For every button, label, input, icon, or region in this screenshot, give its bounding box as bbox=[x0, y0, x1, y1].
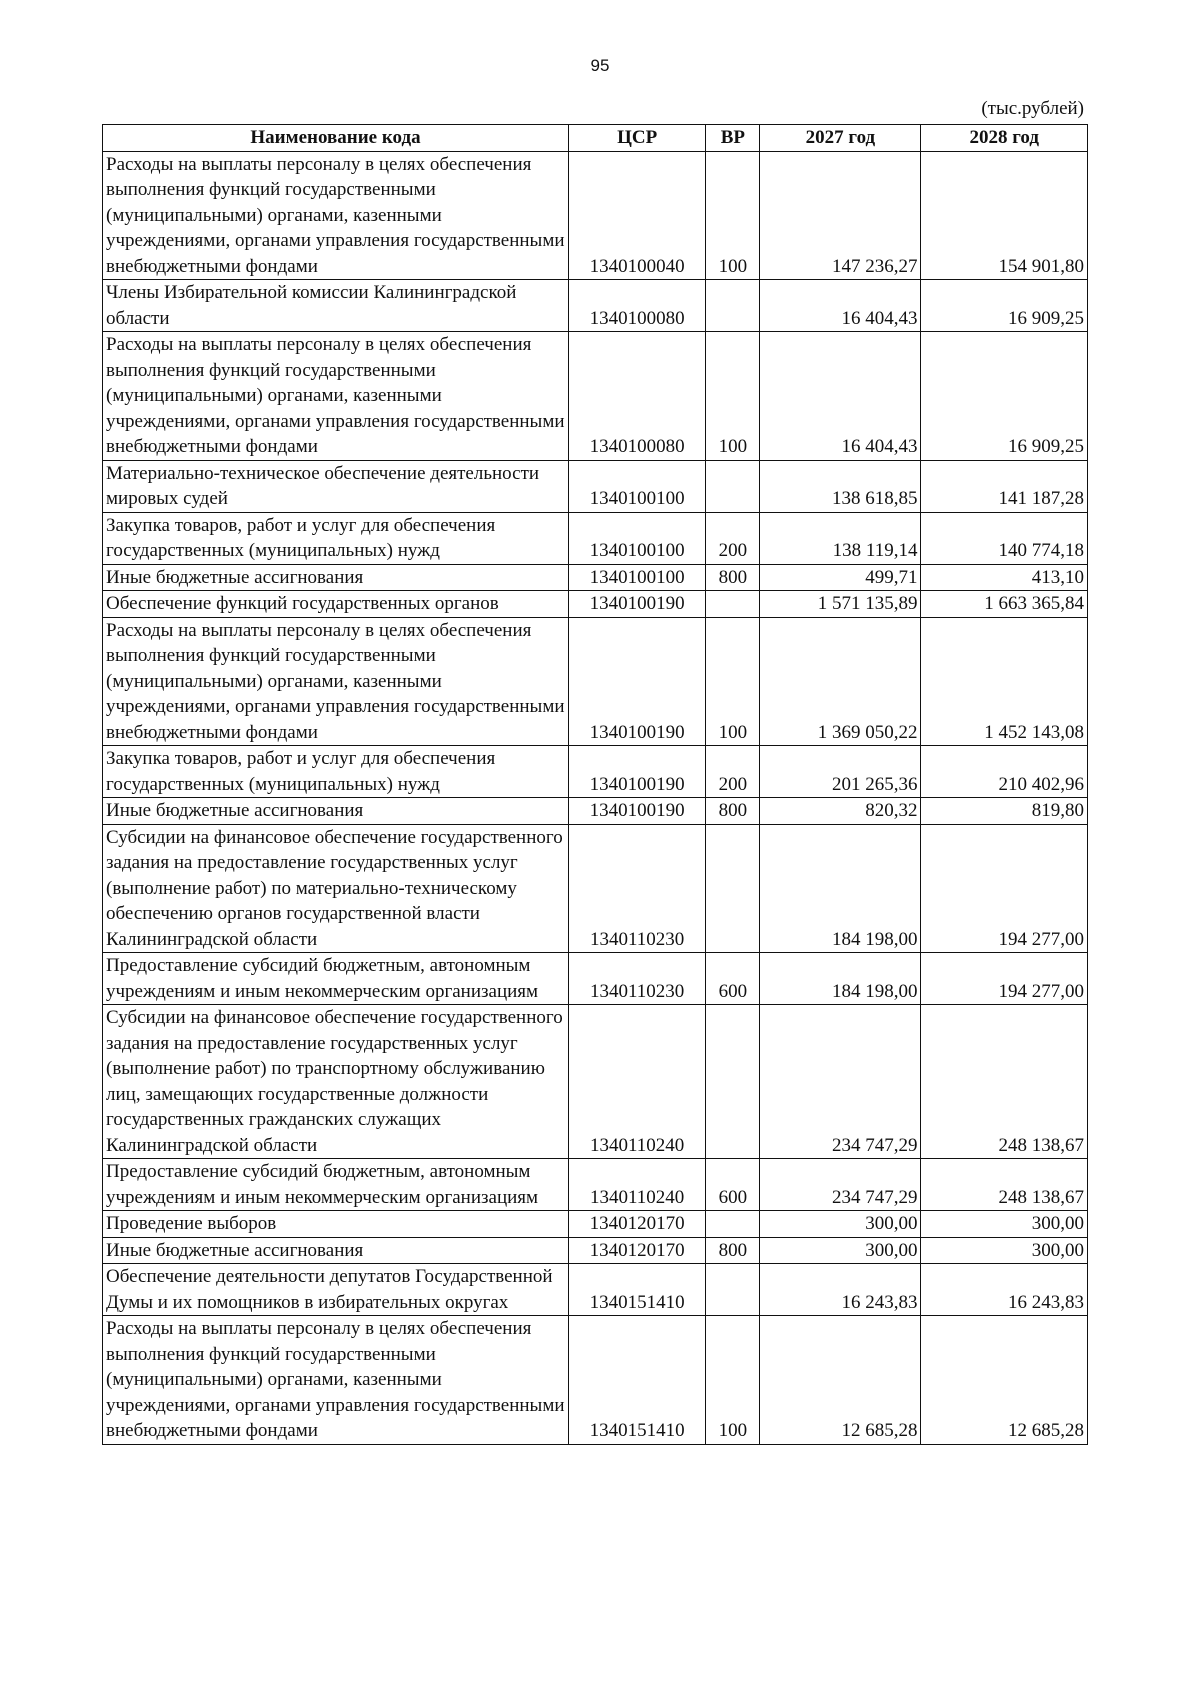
row-csr: 1340100080 bbox=[569, 280, 706, 332]
table-row bbox=[103, 1316, 1088, 1445]
row-csr: 1340120170 bbox=[569, 1237, 706, 1264]
row-vr: 200 bbox=[706, 512, 760, 564]
row-2027: 234 747,29 bbox=[760, 1005, 921, 1159]
header-name: Наименование кода bbox=[103, 125, 569, 152]
header-csr: ЦСР bbox=[569, 125, 706, 152]
row-name: Закупка товаров, работ и услуг для обеспечения государственных (муниципальных) нужд bbox=[103, 746, 569, 798]
budget-table bbox=[102, 124, 1088, 1445]
row-vr bbox=[706, 280, 760, 332]
header-2027: 2027 год bbox=[760, 125, 921, 152]
row-csr: 1340100100 bbox=[569, 512, 706, 564]
row-csr: 1340100190 bbox=[569, 798, 706, 825]
row-vr: 800 bbox=[706, 564, 760, 591]
row-vr: 200 bbox=[706, 746, 760, 798]
row-2027: 201 265,36 bbox=[760, 746, 921, 798]
row-vr: 600 bbox=[706, 953, 760, 1005]
row-name: Обеспечение деятельности депутатов Государственной Думы и их помощников в избирательных округах bbox=[103, 1264, 569, 1316]
row-2027: 234 747,29 bbox=[760, 1159, 921, 1211]
row-name: Закупка товаров, работ и услуг для обеспечения государственных (муниципальных) нужд bbox=[103, 512, 569, 564]
row-vr bbox=[706, 1005, 760, 1159]
row-csr: 1340100040 bbox=[569, 151, 706, 280]
row-csr: 1340110240 bbox=[569, 1005, 706, 1159]
row-2027: 16 404,43 bbox=[760, 332, 921, 461]
row-2028: 210 402,96 bbox=[921, 746, 1088, 798]
row-name: Расходы на выплаты персоналу в целях обеспечения выполнения функций государственными (муниципальными) органами, казенными учреждениями, органами управления государственными внебюджетными фондами bbox=[103, 1316, 569, 1445]
table-row bbox=[103, 1159, 1088, 1211]
row-vr bbox=[706, 824, 760, 953]
row-name: Иные бюджетные ассигнования bbox=[103, 798, 569, 825]
row-name: Иные бюджетные ассигнования bbox=[103, 564, 569, 591]
row-2028: 16 909,25 bbox=[921, 332, 1088, 461]
row-2027: 300,00 bbox=[760, 1211, 921, 1238]
row-vr: 100 bbox=[706, 617, 760, 746]
row-vr: 100 bbox=[706, 151, 760, 280]
row-2027: 138 618,85 bbox=[760, 460, 921, 512]
row-vr bbox=[706, 591, 760, 618]
header-vr: ВР bbox=[706, 125, 760, 152]
row-2028: 16 909,25 bbox=[921, 280, 1088, 332]
row-2027: 184 198,00 bbox=[760, 824, 921, 953]
row-csr: 1340100190 bbox=[569, 617, 706, 746]
table-row bbox=[103, 512, 1088, 564]
row-2028: 194 277,00 bbox=[921, 953, 1088, 1005]
row-2027: 1 369 050,22 bbox=[760, 617, 921, 746]
table-row bbox=[103, 1005, 1088, 1159]
header-2028: 2028 год bbox=[921, 125, 1088, 152]
row-2028: 154 901,80 bbox=[921, 151, 1088, 280]
row-2028: 16 243,83 bbox=[921, 1264, 1088, 1316]
row-csr: 1340151410 bbox=[569, 1316, 706, 1445]
row-vr: 100 bbox=[706, 332, 760, 461]
table-body bbox=[103, 151, 1088, 1444]
row-2028: 1 663 365,84 bbox=[921, 591, 1088, 618]
row-2027: 1 571 135,89 bbox=[760, 591, 921, 618]
row-name: Субсидии на финансовое обеспечение государственного задания на предоставление государственных услуг (выполнение работ) по транспортному обслуживанию лиц, замещающих государственные должности государственных гражданских служащих Калининградской области bbox=[103, 1005, 569, 1159]
row-csr: 1340110230 bbox=[569, 953, 706, 1005]
row-vr bbox=[706, 1264, 760, 1316]
row-vr: 800 bbox=[706, 798, 760, 825]
table-row bbox=[103, 617, 1088, 746]
row-csr: 1340100190 bbox=[569, 591, 706, 618]
row-2027: 16 404,43 bbox=[760, 280, 921, 332]
row-2027: 499,71 bbox=[760, 564, 921, 591]
row-2028: 248 138,67 bbox=[921, 1159, 1088, 1211]
row-csr: 1340110240 bbox=[569, 1159, 706, 1211]
row-csr: 1340100080 bbox=[569, 332, 706, 461]
row-2028: 300,00 bbox=[921, 1211, 1088, 1238]
row-vr: 100 bbox=[706, 1316, 760, 1445]
row-vr bbox=[706, 460, 760, 512]
row-2028: 194 277,00 bbox=[921, 824, 1088, 953]
units-label: (тыс.рублей) bbox=[981, 98, 1084, 119]
row-2028: 141 187,28 bbox=[921, 460, 1088, 512]
table-row bbox=[103, 798, 1088, 825]
row-name: Субсидии на финансовое обеспечение государственного задания на предоставление государственных услуг (выполнение работ) по материально-техническому обеспечению органов государственной власти Калининградской области bbox=[103, 824, 569, 953]
row-2027: 16 243,83 bbox=[760, 1264, 921, 1316]
row-2027: 820,32 bbox=[760, 798, 921, 825]
row-2028: 413,10 bbox=[921, 564, 1088, 591]
row-csr: 1340120170 bbox=[569, 1211, 706, 1238]
row-2028: 300,00 bbox=[921, 1237, 1088, 1264]
row-name: Расходы на выплаты персоналу в целях обеспечения выполнения функций государственными (муниципальными) органами, казенными учреждениями, органами управления государственными внебюджетными фондами bbox=[103, 617, 569, 746]
table-row bbox=[103, 280, 1088, 332]
row-name: Члены Избирательной комиссии Калининградской области bbox=[103, 280, 569, 332]
row-2027: 184 198,00 bbox=[760, 953, 921, 1005]
table-row bbox=[103, 746, 1088, 798]
row-vr: 600 bbox=[706, 1159, 760, 1211]
row-2027: 138 119,14 bbox=[760, 512, 921, 564]
row-2027: 300,00 bbox=[760, 1237, 921, 1264]
table-row bbox=[103, 460, 1088, 512]
table-header-row bbox=[103, 125, 1088, 152]
row-csr: 1340100100 bbox=[569, 564, 706, 591]
table-row bbox=[103, 591, 1088, 618]
table-row bbox=[103, 1264, 1088, 1316]
row-name: Проведение выборов bbox=[103, 1211, 569, 1238]
table-row bbox=[103, 1211, 1088, 1238]
row-vr: 800 bbox=[706, 1237, 760, 1264]
row-csr: 1340100190 bbox=[569, 746, 706, 798]
row-name: Предоставление субсидий бюджетным, автономным учреждениям и иным некоммерческим организациям bbox=[103, 1159, 569, 1211]
table-row bbox=[103, 824, 1088, 953]
row-2028: 140 774,18 bbox=[921, 512, 1088, 564]
row-2028: 12 685,28 bbox=[921, 1316, 1088, 1445]
row-csr: 1340110230 bbox=[569, 824, 706, 953]
row-name: Предоставление субсидий бюджетным, автономным учреждениям и иным некоммерческим организациям bbox=[103, 953, 569, 1005]
row-2027: 147 236,27 bbox=[760, 151, 921, 280]
table-row bbox=[103, 953, 1088, 1005]
table-row bbox=[103, 564, 1088, 591]
row-2028: 1 452 143,08 bbox=[921, 617, 1088, 746]
row-csr: 1340151410 bbox=[569, 1264, 706, 1316]
table-row bbox=[103, 1237, 1088, 1264]
row-name: Расходы на выплаты персоналу в целях обеспечения выполнения функций государственными (муниципальными) органами, казенными учреждениями, органами управления государственными внебюджетными фондами bbox=[103, 332, 569, 461]
row-csr: 1340100100 bbox=[569, 460, 706, 512]
table-row bbox=[103, 151, 1088, 280]
row-name: Материально-техническое обеспечение деятельности мировых судей bbox=[103, 460, 569, 512]
table-row bbox=[103, 332, 1088, 461]
page-number: 95 bbox=[590, 56, 610, 75]
row-2027: 12 685,28 bbox=[760, 1316, 921, 1445]
row-name: Обеспечение функций государственных органов bbox=[103, 591, 569, 618]
row-name: Расходы на выплаты персоналу в целях обеспечения выполнения функций государственными (муниципальными) органами, казенными учреждениями, органами управления государственными внебюджетными фондами bbox=[103, 151, 569, 280]
row-vr bbox=[706, 1211, 760, 1238]
row-name: Иные бюджетные ассигнования bbox=[103, 1237, 569, 1264]
row-2028: 819,80 bbox=[921, 798, 1088, 825]
row-2028: 248 138,67 bbox=[921, 1005, 1088, 1159]
